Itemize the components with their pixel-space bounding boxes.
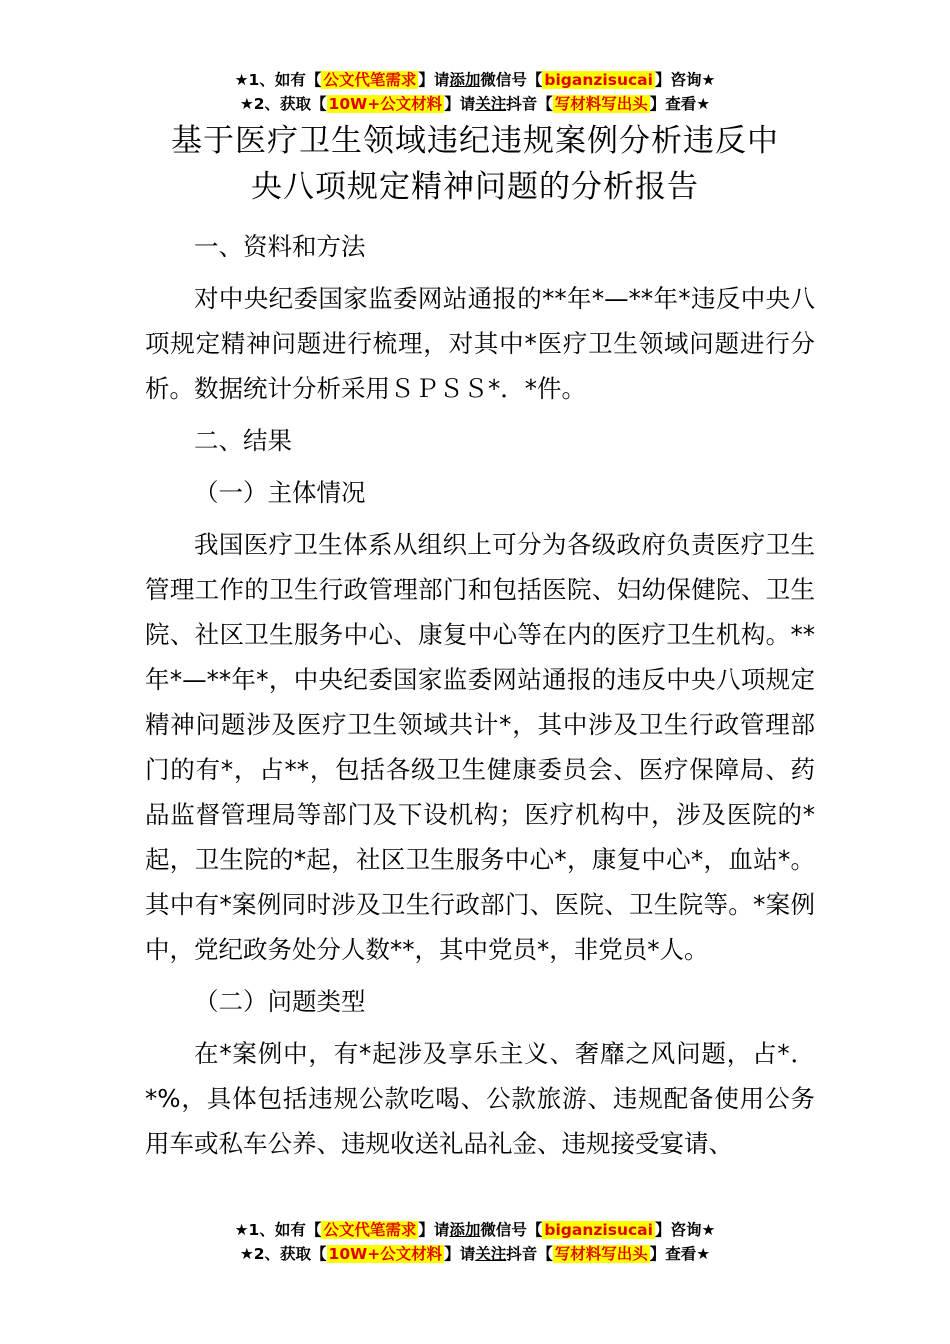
banner-text: ★2、获取【 <box>239 1245 327 1263</box>
banner-text: 】查看★ <box>649 1245 711 1263</box>
banner-highlight: 10W+公文材料 <box>328 95 443 113</box>
banner-highlight: 公文代笔需求 <box>323 1221 417 1239</box>
banner-text: 微信号【 <box>480 71 543 89</box>
bottom-banner <box>0 1218 950 1266</box>
banner-highlight: 公文代笔需求 <box>323 71 417 89</box>
banner-line-1 <box>0 68 950 92</box>
banner-text: ★2、获取【 <box>239 95 327 113</box>
banner-text: 抖音【 <box>506 95 553 113</box>
document-title <box>120 118 830 210</box>
banner-text: 】请 <box>444 1245 476 1263</box>
banner-underlined: 关注 <box>475 95 507 113</box>
banner-text: ★1、如有【 <box>234 1221 322 1239</box>
banner-line-2 <box>0 92 950 116</box>
banner-text: 】请 <box>418 1221 450 1239</box>
banner-text: 】请 <box>418 71 450 89</box>
banner-text: 】查看★ <box>649 95 711 113</box>
banner-underlined: 添加 <box>449 1221 481 1239</box>
top-banner <box>0 68 950 116</box>
section-heading: 二、结果 <box>194 426 292 455</box>
subsection-heading: （二）问题类型 <box>194 987 366 1016</box>
banner-text: ★1、如有【 <box>234 71 322 89</box>
banner-text: 】请 <box>444 95 476 113</box>
title-line-1: 基于医疗卫生领域违纪违规案例分析违反中 <box>171 123 779 159</box>
banner-highlight: 10W+公文材料 <box>328 1245 443 1263</box>
paragraph: 在*案例中，有*起涉及享乐主义、奢靡之风问题，占*．*%，具体包括违规公款吃喝、公款旅游、违规配备使用公务用车或私车公养、违规收送礼品礼金、违规接受宴请、 <box>145 1039 815 1158</box>
banner-highlight: biganzisucai <box>544 1221 653 1239</box>
banner-underlined: 关注 <box>475 1245 507 1263</box>
paragraph: 我国医疗卫生体系从组织上可分为各级政府负责医疗卫生管理工作的卫生行政管理部门和包括医院、妇幼保健院、卫生院、社区卫生服务中心、康复中心等在内的医疗卫生机构。**年*—**年*，中央纪委国家监委网站通报的违反中央八项规定精神问题涉及医疗卫生领域共计*，其中涉及卫生行政管理部门的有*，占**，包括各级卫生健康委员会、医疗保障局、药品监督管理局等部门及下设机构；医疗机构中，涉及医院的*起，卫生院的*起，社区卫生服务中心*，康复中心*，血站*。其中有*案例同时涉及卫生行政部门、医院、卫生院等。*案例中，党纪政务处分人数**，其中党员*，非党员*人。 <box>145 530 815 964</box>
banner-text: 抖音【 <box>506 1245 553 1263</box>
banner-text: 】咨询★ <box>654 71 716 89</box>
document-body <box>145 224 815 1166</box>
paragraph: 对中央纪委国家监委网站通报的**年*—**年*违反中央八项规定精神问题进行梳理，对其中*医疗卫生领域问题进行分析。数据统计分析采用ＳＰＳＳ*．*件。 <box>145 284 815 403</box>
banner-line-2 <box>0 1242 950 1266</box>
subsection-heading: （一）主体情况 <box>194 478 366 507</box>
banner-underlined: 添加 <box>449 71 481 89</box>
banner-highlight: biganzisucai <box>544 71 653 89</box>
banner-line-1 <box>0 1218 950 1242</box>
banner-text: 】咨询★ <box>654 1221 716 1239</box>
banner-highlight: 写材料写出头 <box>554 95 648 113</box>
banner-text: 微信号【 <box>480 1221 543 1239</box>
banner-highlight: 写材料写出头 <box>554 1245 648 1263</box>
section-heading: 一、资料和方法 <box>194 232 366 261</box>
title-line-2: 央八项规定精神问题的分析报告 <box>251 169 699 205</box>
